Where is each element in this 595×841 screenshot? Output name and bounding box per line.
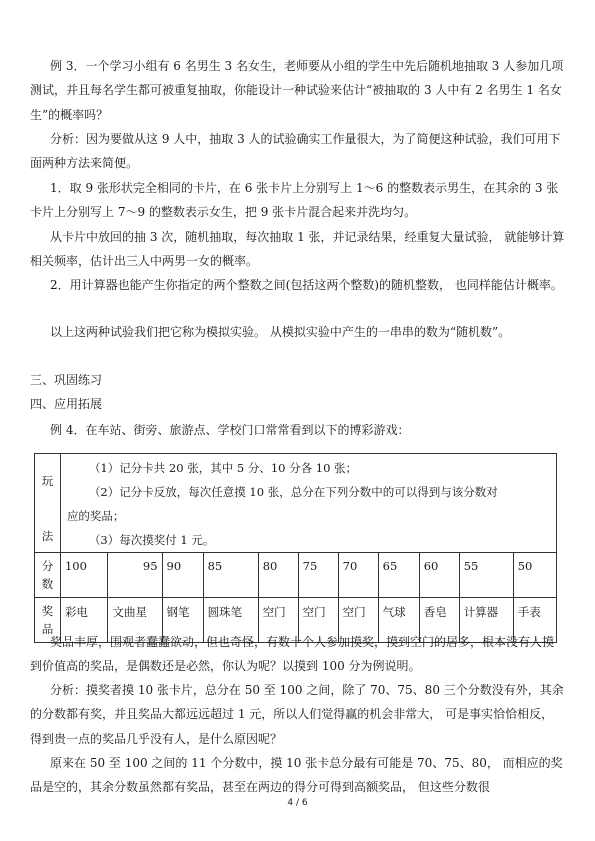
score-cell: 80 <box>258 553 298 598</box>
score-cell: 75 <box>298 553 338 598</box>
rules-content-cell <box>60 454 556 553</box>
analysis-2-paragraph: 分析：摸奖者摸 10 张卡片，总分在 50 至 100 之间，除了 70、75、80 三个分数没有外，其余的分数都有奖，并且奖品大都远远超过 1 元，所以人们觉得赢的机会非常大， 可是事实恰恰相反，得到贵一点的奖品几乎没有人，是什么原因呢？ <box>30 683 564 746</box>
score-header-cell <box>35 553 61 598</box>
simulation-summary-paragraph: 以上这两种试验我们把它称为模拟实验。 从模拟实验中产生的一串串的数为“随机数”。 <box>50 325 511 339</box>
score-header-char: 数 <box>41 577 54 591</box>
page-number: 4 / 6 <box>287 798 308 808</box>
example-3-paragraph: 例 3．一个学习小组有 6 名男生 3 名女生，老师要从小组的学生中先后随机地抽取 3 人参加几项测试，并且每名学生都可被重复抽取，你能设计一种试验来估计“被抽取的 3 人中有 2 名男生 1 名女生”的概率吗？ <box>30 59 564 122</box>
rule-line: （2）记分卡反放，每次任意摸 10 张，总分在下列分数中的可以得到与该分数对 <box>88 485 498 499</box>
section-heading-extension: 四、应用拓展 <box>30 397 103 411</box>
rule-line: （3）每次摸奖付 1 元。 <box>88 533 215 547</box>
method-2-paragraph: 2．用计算器也能产生你指定的两个整数之间(包括这两个整数)的随机整数， 也同样能估计概率。 <box>50 278 563 292</box>
lottery-game-table <box>34 453 557 643</box>
score-cell: 95 <box>108 553 162 598</box>
score-cell: 50 <box>513 553 556 598</box>
prize-header-char: 奖 <box>41 604 54 618</box>
prize-cell: 文曲星 <box>108 598 162 643</box>
score-row <box>35 553 557 598</box>
score-cell: 60 <box>419 553 459 598</box>
score-cell: 90 <box>162 553 203 598</box>
rules-header-char: 法 <box>41 528 54 543</box>
prize-cell: 彩电 <box>60 598 108 643</box>
prize-cell: 空门 <box>298 598 338 643</box>
rules-header-char: 玩 <box>41 473 54 488</box>
prize-cell: 空门 <box>338 598 378 643</box>
rules-header-cell <box>35 454 61 553</box>
score-cell: 65 <box>378 553 419 598</box>
rule-line: （1）记分卡共 20 张，其中 5 分、10 分各 10 张； <box>88 461 358 475</box>
prize-observation-paragraph: 奖品丰厚，围观者蠢蠢欲动，但也奇怪，有数十个人参加摸奖，摸到空门的居多，根本没有人摸到价值高的奖品，是偶数还是必然，你认为呢？以摸到 100 分为例说明。 <box>30 635 555 674</box>
rules-row <box>35 454 557 553</box>
method-1-paragraph: 1．取 9 张形状完全相同的卡片，在 6 张卡片上分别写上 1～6 的整数表示男生，在其余的 3 张卡片上分别写上 7～9 的整数表示女生，把 9 张卡片混合起来并洗均匀。 <box>30 181 559 220</box>
prize-cell: 气球 <box>378 598 419 643</box>
prize-cell: 圆珠笔 <box>203 598 258 643</box>
analysis-paragraph: 分析：因为要做从这 9 人中，抽取 3 人的试验确实工作量很大，为了简便这种试验，我们可用下面两种方法来简便。 <box>30 132 561 171</box>
score-cell: 70 <box>338 553 378 598</box>
score-cell: 85 <box>203 553 258 598</box>
explanation-paragraph: 原来在 50 至 100 之间的 11 个分数中，摸 10 张卡总分最有可能是 70、75、80， 而相应的奖品是空的，其余分数虽然都有奖品，甚至在两边的得分可得到高额奖品， 但这些分数很 <box>30 756 563 795</box>
prize-cell: 空门 <box>258 598 298 643</box>
rule-line: 应的奖品； <box>66 509 125 523</box>
prize-cell: 手表 <box>513 598 556 643</box>
prize-cell: 香皂 <box>419 598 459 643</box>
score-header-char: 分 <box>41 559 54 573</box>
prize-cell: 钢笔 <box>162 598 203 643</box>
score-cell: 100 <box>60 553 108 598</box>
example-4-paragraph: 例 4．在车站、街旁、旅游点、学校门口常常看到以下的博彩游戏： <box>50 423 410 437</box>
prize-cell: 计算器 <box>459 598 513 643</box>
prize-header-char: 品 <box>41 622 54 636</box>
section-heading-practice: 三、巩固练习 <box>30 373 103 387</box>
method-1-continued-paragraph: 从卡片中放回的抽 3 次，随机抽取，每次抽取 1 张，并记录结果，经重复大量试验， 就能够计算相关频率，估计出三人中两男一女的概率。 <box>30 230 565 269</box>
score-cell: 55 <box>459 553 513 598</box>
